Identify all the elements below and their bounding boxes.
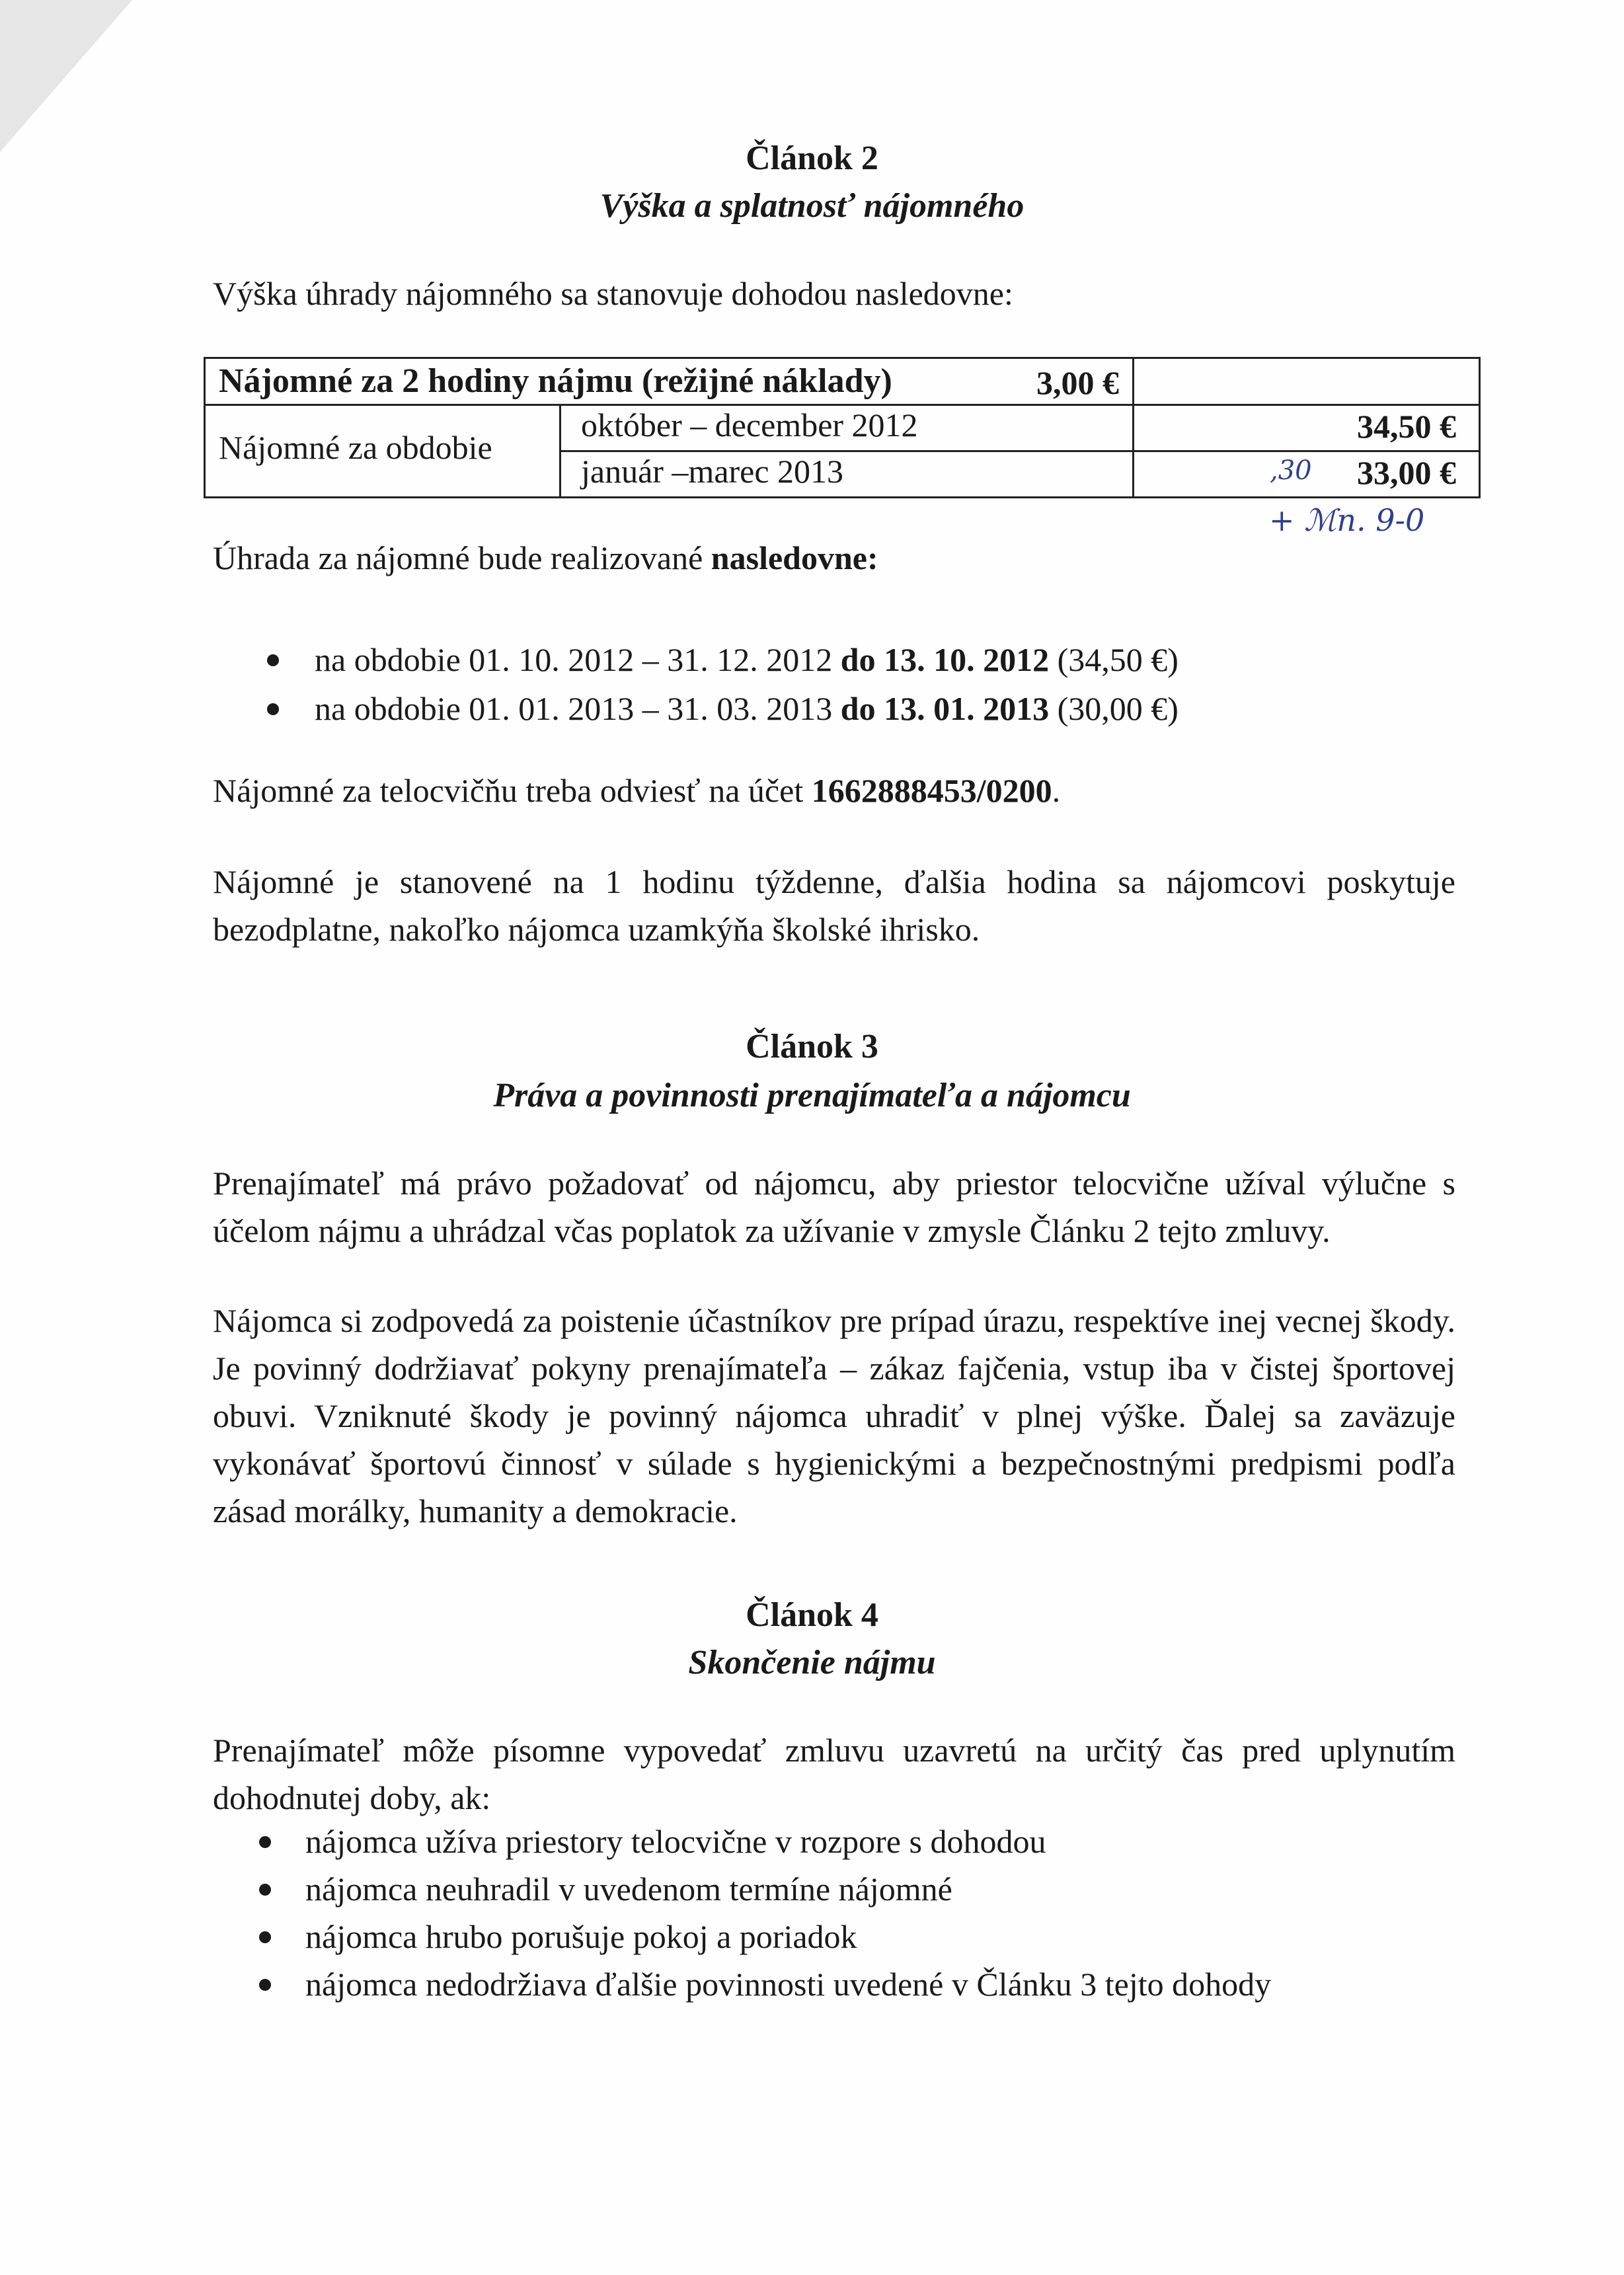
payment-period: na obdobie 01. 01. 2013 – 31. 03. 2013 (315, 690, 841, 727)
article-2-subtitle: Výška a splatnosť nájomného (599, 187, 1025, 225)
bullet-icon (267, 703, 279, 715)
article-3-para2: Nájomca si zodpovedá za poistenie účastníkov pre prípad úrazu, respektíve inej vecnej škody. Je povinný dodržiavať pokyny prenajímateľa – zákaz fajčenia, vstup iba v čistej športovej obuvi. Vzniknuté škody je povinný nájomca uhradiť v plnej výške. Ďalej sa zaväzuje vykonávať športovú činnosť v súlade s hygienickými a bezpečnostnými predpismi podľa zásad morálky, humanity a demokracie. (213, 1302, 1455, 1529)
article-4-intro: Prenajímateľ môže písomne vypovedať zmluvu uzavretú na určitý čas pred uplynutím dohodnutej doby, ak: (213, 1732, 1455, 1816)
article-3-para1: Prenajímateľ má právo požadovať od nájomcu, aby priestor telocvične užíval výlučne s účelom nájmu a uhrádzal včas poplatok za užívanie v zmysle Článku 2 tejto zmluvy. (213, 1165, 1455, 1249)
bullet-icon (267, 654, 279, 666)
article-4-title: Článok 4 (746, 1596, 878, 1634)
table-row1-amount: 3,00 € (1036, 364, 1119, 401)
article-3-subtitle: Práva a povinnosti prenajímateľa a nájomcu (493, 1077, 1131, 1114)
handwritten-correction: ,30 (1270, 455, 1312, 486)
bullet-icon (259, 1979, 271, 1991)
table-divider (559, 404, 561, 496)
payment-amount: (30,00 €) (1049, 690, 1179, 727)
account-number: 1662888453/0200 (811, 772, 1052, 809)
payment-item (315, 687, 1179, 730)
table-row2-period: október – december 2012 (581, 406, 918, 443)
payment-deadline: do 13. 01. 2013 (840, 690, 1050, 727)
payment-intro-bold: nasledovne: (711, 539, 878, 576)
termination-item: nájomca neuhradil v uvedenom termíne nájomné (305, 1870, 952, 1908)
payment-amount: (34,50 €) (1049, 641, 1179, 678)
payment-intro (213, 537, 878, 579)
hours-note: Nájomné je stanovené na 1 hodinu týždenne, ďalšia hodina sa nájomcovi poskytuje bezodplatne, nakoľko nájomca uzamkýňa školské ihrisko. (213, 863, 1455, 948)
account-tail: . (1052, 772, 1061, 809)
table-row3-period: január –marec 2013 (581, 453, 844, 490)
table-row1-label: Nájomné za 2 hodiny nájmu (režijné náklady) (219, 362, 892, 400)
rent-table (204, 357, 1481, 498)
bullet-icon (259, 1884, 271, 1896)
article-3-title: Článok 3 (746, 1028, 878, 1065)
article-4-subtitle: Skončenie nájmu (688, 1644, 936, 1681)
termination-item: nájomca užíva priestory telocvične v rozpore s dohodou (305, 1823, 1046, 1860)
payment-period: na obdobie 01. 10. 2012 – 31. 12. 2012 (315, 641, 841, 678)
table-row3-amount: 33,00 € (1357, 454, 1456, 491)
account-line (213, 769, 1060, 812)
handwritten-note: + ℳn. 9-0 (1269, 502, 1425, 538)
table-row2-amount: 34,50 € (1357, 408, 1456, 445)
account-text: Nájomné za telocvičňu treba odviesť na účet (213, 772, 812, 809)
payment-intro-text: Úhrada za nájomné bude realizované (213, 539, 711, 576)
page-corner-fold (0, 0, 132, 152)
termination-item: nájomca nedodržiava ďalšie povinnosti uvedené v Článku 3 tejto dohody (305, 1966, 1272, 2003)
payment-item (315, 638, 1179, 681)
article-2-intro: Výška úhrady nájomného sa stanovuje dohodou nasledovne: (213, 275, 1013, 312)
bullet-icon (259, 1836, 271, 1848)
bullet-icon (259, 1931, 271, 1943)
termination-item: nájomca hrubo porušuje pokoj a poriadok (305, 1918, 857, 1955)
table-period-label: Nájomné za obdobie (219, 429, 492, 466)
payment-deadline: do 13. 10. 2012 (840, 641, 1050, 678)
article-2-title: Článok 2 (746, 139, 878, 177)
